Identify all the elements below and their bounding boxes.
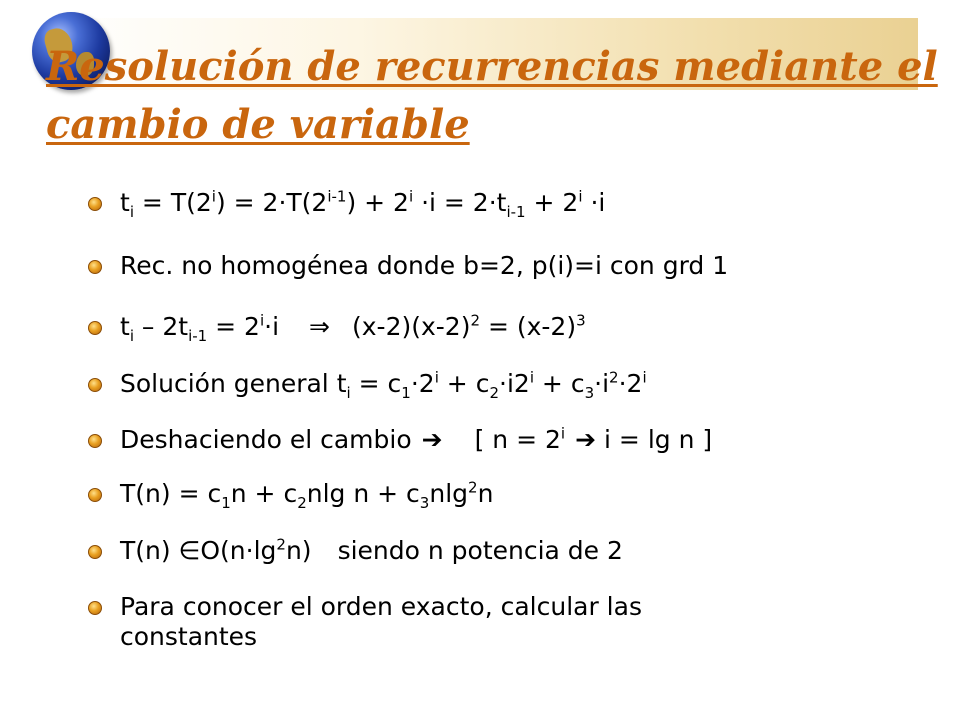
slide-title bbox=[46, 38, 938, 154]
bullet-icon bbox=[88, 197, 102, 211]
bullet-icon bbox=[88, 321, 102, 335]
bullet-5: Deshaciendo el cambio ➔ [ $n = 2^i$ ➔ i = lg n ] bbox=[88, 425, 712, 455]
bullet-1: $t_i = T(2^i) = 2\cdot T(2^{i-1}) + 2^i \cdot i = 2\cdot t_{i-1} + 2^i \cdot i$ bbox=[88, 188, 605, 218]
title-line-2: cambio de variable bbox=[46, 101, 470, 148]
bullet-icon bbox=[88, 260, 102, 274]
bullet-6: $T(n) = c_1n + c_2nlg$ $n + c_3nlg^2n$ bbox=[88, 479, 493, 509]
bullet-8: Para conocer el orden exacto, calcular las constantes bbox=[88, 592, 642, 652]
bullet-icon bbox=[88, 378, 102, 392]
bullet-2: Rec. no homogénea donde b=2, p(i)=i con grd 1 bbox=[88, 251, 728, 281]
bullet-3: $t_i - 2t_{i-1} = 2^i\cdot i$ ⇒ $(x-2)(x-2)^2 = (x-2)^3$ bbox=[88, 312, 586, 342]
bullet-4: Solución general $t_i = c_1\cdot 2^i + c_2\cdot i2^i + c_3\cdot i^2\cdot 2^i$ bbox=[88, 369, 647, 399]
bullet-icon bbox=[88, 434, 102, 448]
title-line-1: Resolución de recurrencias mediante el bbox=[46, 43, 938, 90]
bullet-icon bbox=[88, 601, 102, 615]
bullet-7: T(n) $\in O(n\cdot\lg^2n)$ siendo n potencia de 2 bbox=[88, 536, 623, 566]
bullet-icon bbox=[88, 488, 102, 502]
arrow-right-icon: ➔ bbox=[421, 425, 443, 454]
arrow-right-icon: ➔ bbox=[575, 425, 597, 454]
bullet-icon bbox=[88, 545, 102, 559]
implies-arrow-icon: ⇒ bbox=[309, 312, 330, 341]
element-of-icon: ∈ bbox=[178, 536, 201, 565]
